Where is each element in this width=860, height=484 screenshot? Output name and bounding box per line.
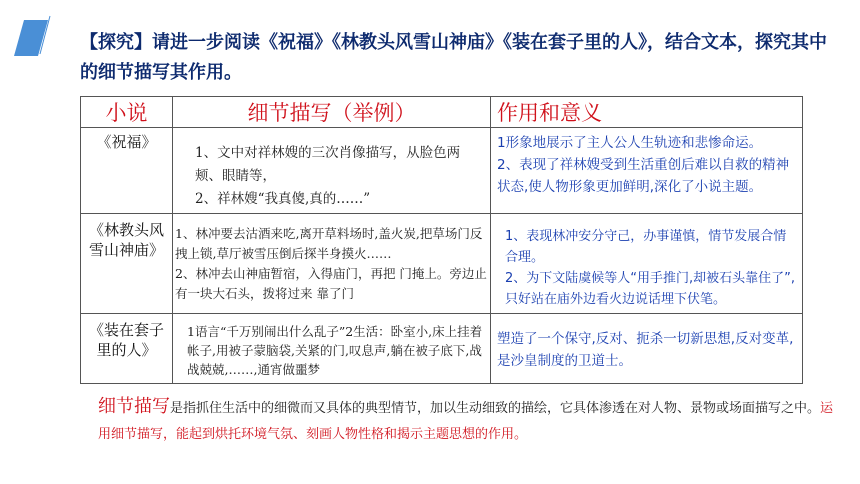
detail-table — [80, 96, 803, 384]
keyword: 细节描写 — [98, 396, 170, 417]
title-text: 请进一步阅读《祝福》《林教头风雪山神庙》《装在套子里的人》，结合文本，探究其中的细节描写其作用。 — [80, 32, 827, 83]
detail-cell — [173, 214, 491, 314]
novel-cell — [81, 128, 173, 214]
novel-name: 《祝福》 — [96, 133, 157, 151]
detail-cell — [173, 314, 491, 384]
effect-text: 塑造了一个保守,反对、扼杀一切新思想,反对变革,是沙皇制度的卫道士。 — [497, 331, 794, 369]
effect-text: 1形象地展示了主人公人生轨迹和悲惨命运。 2、表现了祥林嫂受到生活重创后难以自救的精神状态,使人物形象更加鲜明,深化了小说主题。 — [497, 135, 790, 195]
novel-cell — [81, 314, 173, 384]
definition-text: 是指抓住生活中的细微而又具体的典型情节，加以生动细致的描绘，它具体渗透在对人物、景物或场面描写之中。 — [170, 401, 821, 416]
page-title — [80, 28, 840, 88]
definition-paragraph — [98, 394, 838, 448]
table-row — [81, 128, 803, 214]
novel-cell — [81, 214, 173, 314]
function-text: 运用细节描写，能起到烘托环境气氛、刻画人物性格和揭示主题思想的作用。 — [98, 401, 834, 442]
table-header-row — [81, 97, 803, 128]
effect-cell — [491, 128, 803, 214]
novel-name: 《装在套子里的人》 — [88, 321, 164, 359]
slide-logo-icon — [14, 14, 54, 62]
detail-text: 1语言“千万别闹出什么乱子”2生活：卧室小,床上挂着帐子,用被子蒙脑袋,关紧的门,叹息声,躺在被子底下,战战兢兢,……,通宵做噩梦 — [187, 324, 483, 377]
detail-text: 1、文中对祥林嫂的三次肖像描写，从脸色两颊、眼睛等， 2、祥林嫂“我真傻,真的……” — [195, 145, 461, 207]
col-header-novel: 小说 — [81, 97, 173, 128]
detail-cell — [173, 128, 491, 214]
title-tag: 【探究】 — [80, 32, 152, 53]
detail-text: 1、林冲要去沽酒来吃,离开草料场时,盖火炭,把草场门反拽上锁,草厅被雪压倒后探半身摸火…… 2、林冲去山神庙暂宿，入得庙门，再把 门掩上。旁边止有一块大石头，拨将过来 靠了门 — [175, 226, 487, 301]
col-header-effect: 作用和意义 — [491, 97, 803, 128]
effect-cell — [491, 214, 803, 314]
effect-text: 1、表现林冲安分守己，办事谨慎，情节发展合情合理。 2、为下文陆虞候等人“用手推门,却被石头靠住了”,只好站在庙外边看火边说话埋下伏笔。 — [505, 229, 796, 307]
table-row — [81, 214, 803, 314]
col-header-detail: 细节描写（举例） — [173, 97, 491, 128]
table-row — [81, 314, 803, 384]
novel-name: 《林教头风雪山神庙》 — [89, 221, 165, 259]
effect-cell — [491, 314, 803, 384]
